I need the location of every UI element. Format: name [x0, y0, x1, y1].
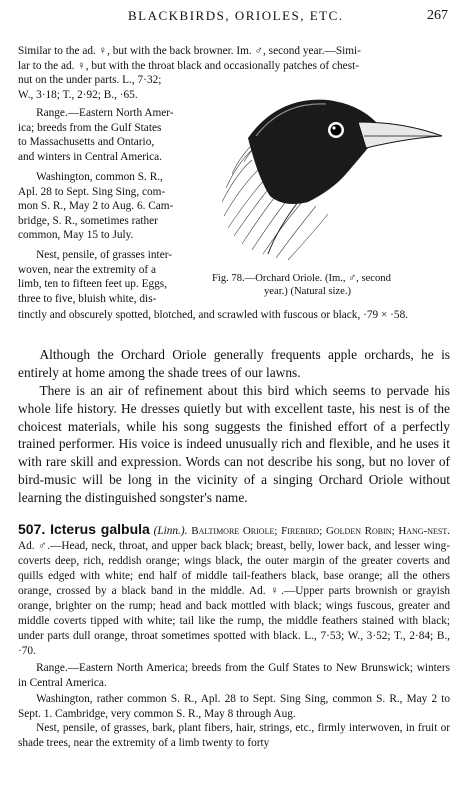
oriole-head-illustration	[208, 78, 454, 270]
running-title: BLACKBIRDS, ORIOLES, ETC.	[128, 8, 344, 23]
text-line: ica; breeds from the Gulf States	[18, 121, 162, 134]
eggs-continued: tinctly and obscurely spotted, blotched, and scrawled with fuscous or black, ·79 × ·58.	[18, 309, 409, 321]
text-line: mon S. R., May 2 to Aug. 6. Cam-	[18, 200, 174, 213]
text-line: W., 3·18; T., 2·92; B., ·65.	[18, 88, 138, 101]
text-line: nut on the under parts. L., 7·32;	[18, 74, 162, 87]
text-line: and winters in Central America.	[18, 150, 162, 163]
page-number: 267	[427, 8, 448, 23]
paragraph: Although the Orchard Oriole generally frequents apple orchards, he is entirely at home among the shade trees of our lawns.	[18, 347, 450, 380]
text-line: Similar to the ad. ♀, but with the back browner. Im. ♂, second year.—Simi-	[18, 45, 361, 57]
species-nest: Nest, pensile, of grasses, bark, plant fibers, hair, strings, etc., firmly interwoven, in fruit or shade trees, near the extremity of a limb twenty to forty	[18, 722, 450, 749]
text-line: limb, ten to fifteen feet up. Eggs,	[18, 278, 168, 291]
range-block	[18, 106, 203, 164]
text-line: common, May 15 to July.	[18, 229, 134, 242]
text-line: Range.—Eastern North Amer-	[36, 107, 174, 119]
text-line: three to five, bluish white, dis-	[18, 292, 157, 305]
species-washington: Washington, rather common S. R., Apl. 28 to Sept. Sing Sing, common S. R., May 2 to Sept. 1. Cambridge, very common S. R., May 8 through Aug.	[18, 693, 450, 720]
text-line: Apl. 28 to Sept. Sing Sing, com-	[18, 185, 166, 198]
text-line: to Massachusetts and Ontario,	[18, 136, 155, 149]
text-line: lar to the ad. ♀, but with the throat black and occasionally patches of chest-	[18, 59, 359, 72]
text-line: bridge, S. R., sometimes rather	[18, 214, 158, 227]
caption-line: Fig. 78.—Orchard Oriole. (Im., ♂, second	[212, 273, 391, 284]
species-description: Ad. ♂.—Head, neck, throat, and upper back black; breast, belly, lower back, and lesser wing-coverts deep, rich, reddish orange; wings black, the outer margin of the greater coverts and quills edged with white; end half of middle tail-feathers black, base orange; all the others orange, crossed by a black band in the middle. Ad. ♀.—Upper parts brownish or grayish orange, brighter on the rump; head and back mottled with black; wings fuscous, greater and middle coverts tipped with white; tail like the rump, the middle feathers stained with black; under parts dull orange, throat sometimes spotted with black. L., 7·53; W., 3·52; T., 2·84; B., ·70.	[18, 540, 450, 657]
text-line: Nest, pensile, of grasses inter-	[36, 249, 173, 261]
caption-line: year.) (Natural size.)	[264, 286, 352, 297]
text-line: Washington, common S. R.,	[36, 171, 163, 183]
species-entry	[18, 522, 450, 751]
paragraph: There is an air of refinement about this bird which seems to pervade his whole life history. He dresses quietly but with excellent taste, his nest is of the choicest materials, while his song suggests the finished effort of a perfectly trained performer. His voice is indeed unusually rich and flexible, and he uses it with rare skill and expression. Words can not describe his song, but no lover of bird-music will be long in the vicinity of a singing Orchard Oriole without learning the distinguished songster's name.	[18, 383, 450, 505]
page-header	[18, 8, 448, 28]
washington-block	[18, 170, 203, 243]
species-common-names: Baltimore Oriole; Firebird; Golden Robin; Hang-nest.	[191, 525, 451, 537]
nest-block	[18, 248, 203, 306]
species-range: Range.—Eastern North America; breeds from the Gulf States to New Brunswick; winters in Central America.	[18, 662, 450, 689]
species-heading: 507. Icterus galbula	[18, 521, 150, 537]
species-authority: (Linn.).	[153, 525, 188, 537]
orchard-oriole-figure	[208, 78, 454, 270]
figure-caption	[212, 272, 458, 298]
text-line: woven, near the extremity of a	[18, 263, 157, 276]
